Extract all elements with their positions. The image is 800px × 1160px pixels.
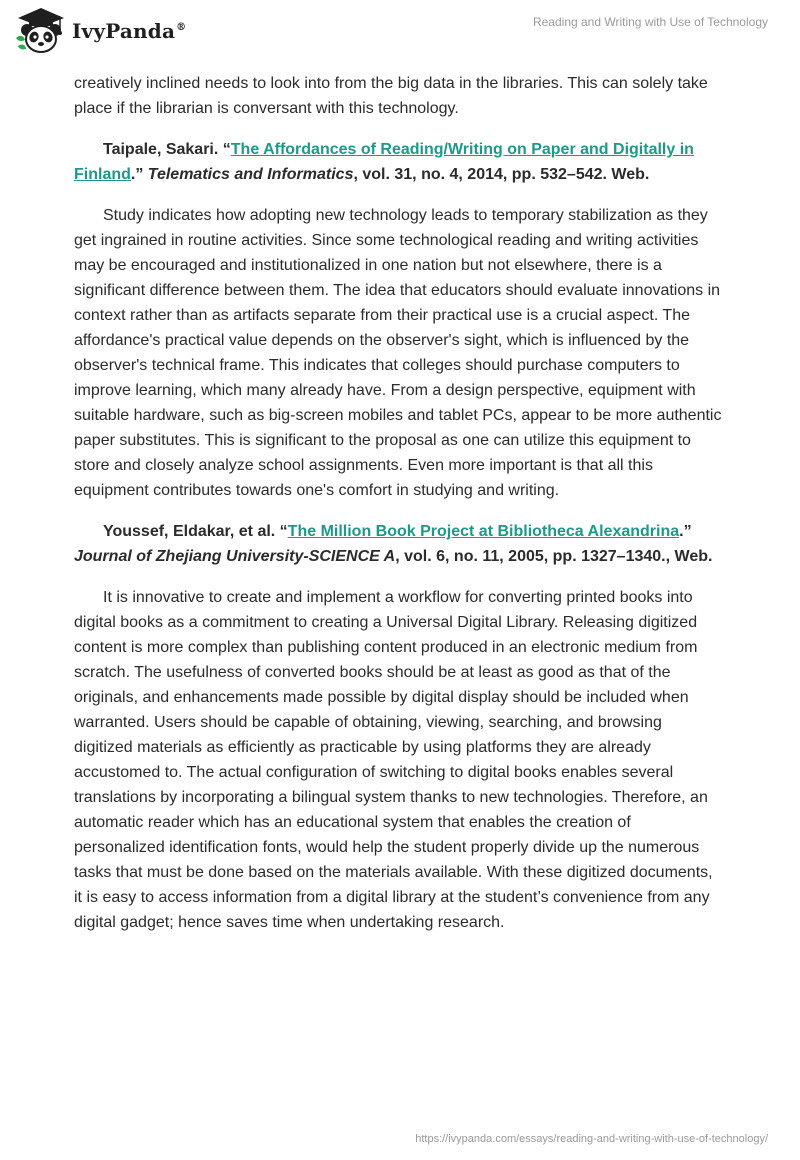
body-paragraph-2: It is innovative to create and implement a workflow for converting printed books into digital books as a commitment to creating a Universal Digital Library. Releasing digitized content is more complex than publishing content produced in an electronic medium from scratch. The usefulness of converted books should be at least as good as that of the originals, and enhancements made possible by digital display should be included when warranted. Users should be capable of obtaining, viewing, searching, and browsing digitized materials as efficiently as practicable by using platforms they are already accustomed to. The actual configuration of switching to digital books enables several translations by incorporating a bilingual system thanks to new technologies. Therefore, an automatic reader which has an educational system that enables the creation of personalized identification fonts, would help the student properly divide up the numerous tasks that must be done based on the materials available. With these digitized documents, it is easy to access information from a digital library at the student’s convenience from any digital gadget; hence saves time when undertaking research. bbox=[74, 589, 713, 931]
ivypanda-logo[interactable] bbox=[14, 6, 186, 56]
body-paragraph-1: Study indicates how adopting new technology leads to temporary stabilization as they get ingrained in routine activities. Since some technological reading and writing activities may be encouraged and institutionalized in one nation but not elsewhere, there is a significant difference between them. The idea that educators should evaluate innovations in context rather than as artifacts separate from their practical use is a crucial aspect. The affordance's practical value depends on the observer's sight, which is influenced by the observer's technical frame. This indicates that colleges should purchase computers to improve learning, which many already have. From a design perspective, equipment with suitable hardware, such as big-screen mobiles and tablet PCs, appear to be more authentic paper substitutes. This is significant to the proposal as one can utilize this equipment to store and closely analyze school assignments. Even more important is that all this equipment contributes towards one's comfort in studying and writing. bbox=[74, 207, 722, 499]
reference-taipale: Taipale, Sakari. “The Affordances of Reading/Writing on Paper and Digitally in Finland.” Telematics and Informatics, vol. 31, no. 4, 2014, pp. 532–542. Web. bbox=[74, 141, 694, 183]
page-header bbox=[0, 0, 800, 60]
journal-title: Journal of Zhejiang University-SCIENCE A bbox=[74, 548, 396, 565]
source-url[interactable]: https://ivypanda.com/essays/reading-and-writing-with-use-of-technology/ bbox=[415, 1133, 768, 1145]
reference-youssef: Youssef, Eldakar, et al. “The Million Book Project at Bibliotheca Alexandrina.” Journal of Zhejiang University-SCIENCE A, vol. 6, no. 11, 2005, pp. 1327–1340., Web. bbox=[74, 523, 713, 565]
journal-title: Telematics and Informatics bbox=[147, 166, 354, 183]
document-body bbox=[74, 71, 724, 951]
reference-link-youssef[interactable]: The Million Book Project at Bibliotheca Alexandrina bbox=[287, 523, 680, 540]
intro-paragraph: creatively inclined needs to look into from the big data in the libraries. This can solely take place if the librarian is conversant with this technology. bbox=[74, 75, 708, 117]
reference-link-taipale[interactable]: The Affordances of Reading/Writing on Paper and Digitally in Finland bbox=[74, 141, 694, 183]
panda-graduate-icon bbox=[14, 6, 68, 56]
document-title: Reading and Writing with Use of Technology bbox=[532, 15, 768, 29]
logo-text: IvyPanda® bbox=[72, 19, 187, 43]
